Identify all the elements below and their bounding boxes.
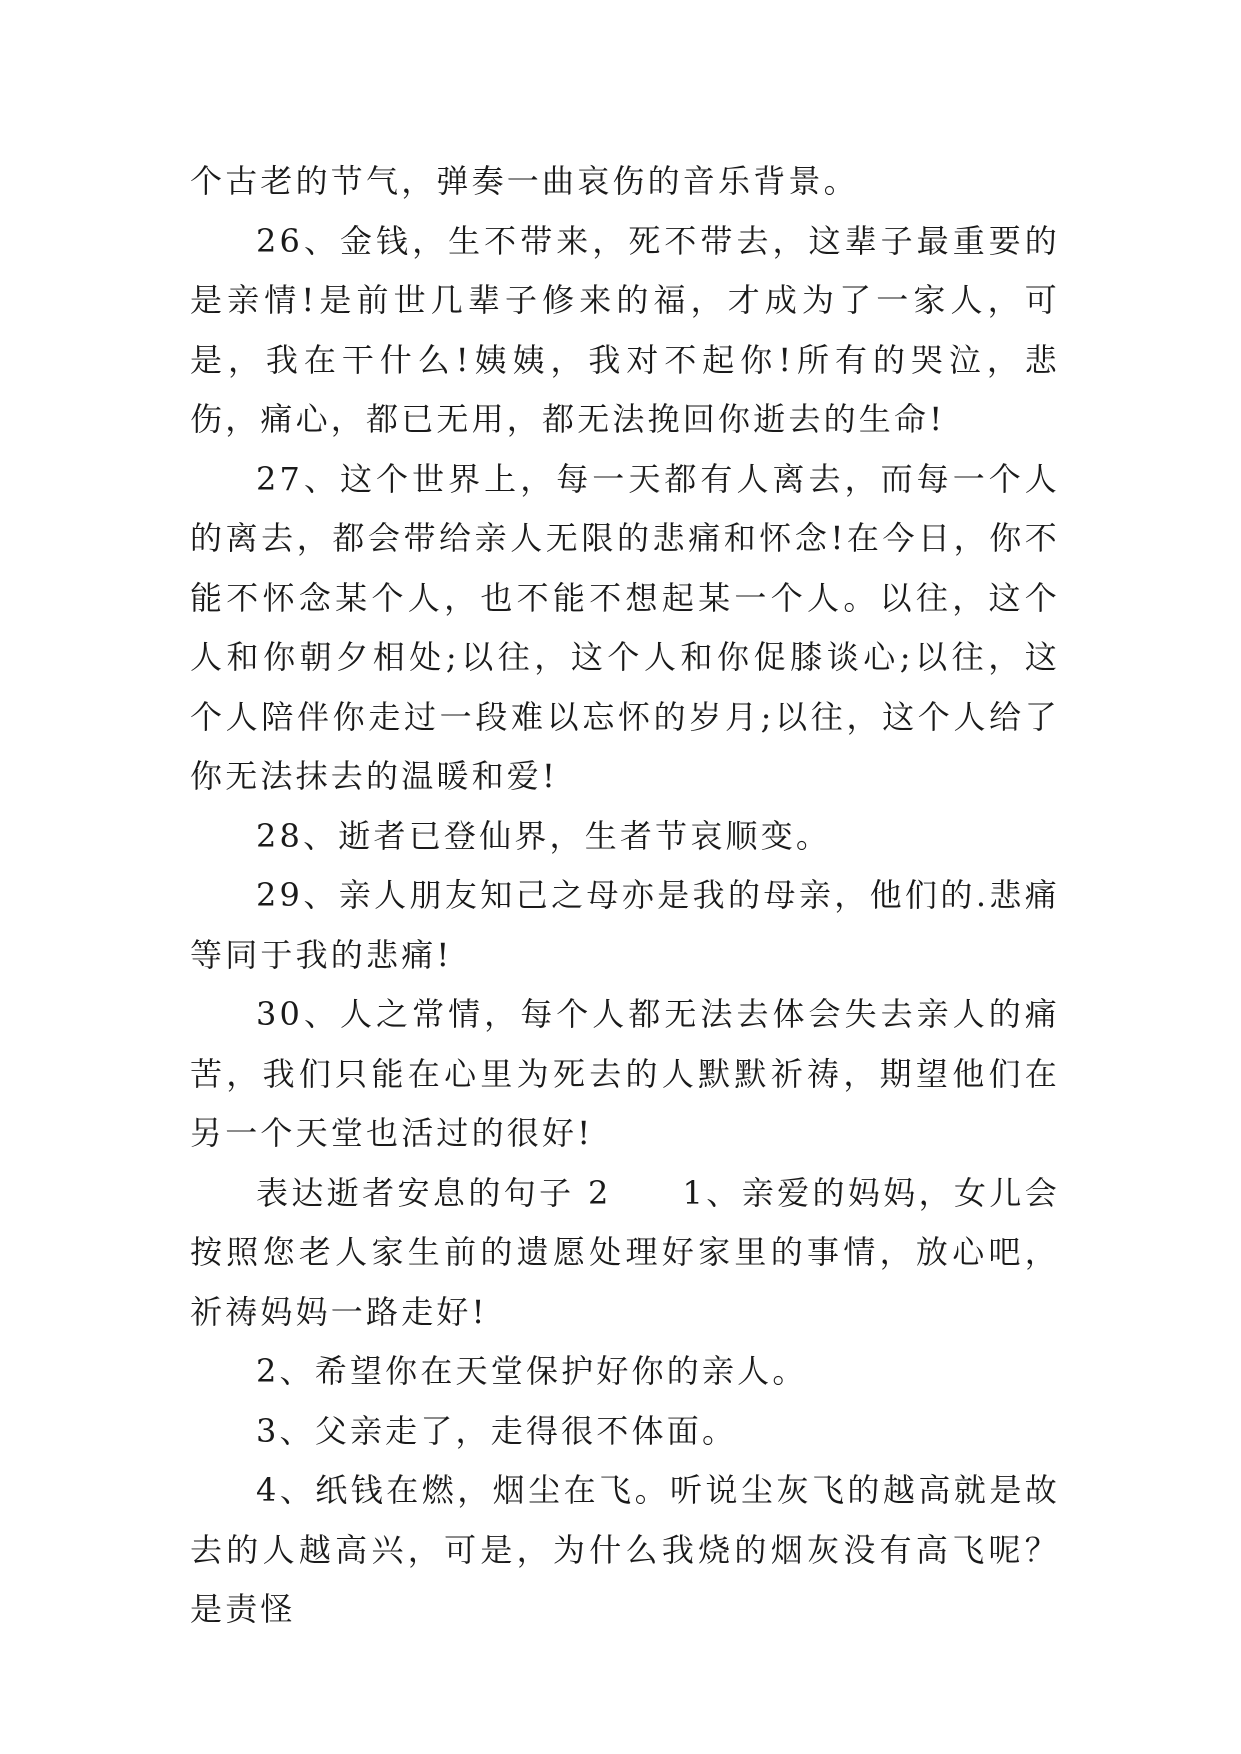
paragraph: 28、逝者已登仙界，生者节哀顺变。 xyxy=(256,816,832,855)
paragraph: 个古老的节气，弹奏一曲哀伤的音乐背景。 xyxy=(190,162,859,200)
paragraph: 3、父亲走了，走得很不体面。 xyxy=(256,1411,738,1450)
paragraph: 29、亲人朋友知己之母亦是我的母亲，他们的.悲痛等同于我的悲痛! xyxy=(190,876,1060,974)
paragraph: 30、人之常情，每个人都无法去体会失去亲人的痛苦，我们只能在心里为死去的人默默祈祷，期望他们在另一个天堂也活过的很好! xyxy=(190,995,1060,1152)
paragraph: 表达逝者安息的句子 2 1、亲爱的妈妈，女儿会按照您老人家生前的遗愿处理好家里的事情，放心吧，祈祷妈妈一路走好! xyxy=(190,1173,1060,1331)
document-body xyxy=(190,152,1060,1640)
paragraph: 4、纸钱在燃，烟尘在飞。听说尘灰飞的越高就是故去的人越高兴，可是，为什么我烧的烟灰没有高飞呢？是责怪 xyxy=(190,1471,1060,1628)
paragraph: 2、希望你在天堂保护好你的亲人。 xyxy=(256,1352,808,1390)
paragraph: 27、这个世界上，每一天都有人离去，而每一个人的离去，都会带给亲人无限的悲痛和怀念!在今日，你不能不怀念某个人，也不能不想起某一个人。以往，这个人和你朝夕相处;以往，这个人和你促膝谈心;以往，这个人陪伴你走过一段难以忘怀的岁月;以往，这个人给了你无法抹去的温暖和爱! xyxy=(190,459,1060,795)
paragraph: 26、金钱，生不带来，死不带去，这辈子最重要的是亲情!是前世几辈子修来的福，才成为了一家人，可是，我在干什么!姨姨，我对不起你!所有的哭泣，悲伤，痛心，都已无用，都无法挽回你逝去的生命! xyxy=(190,221,1060,438)
